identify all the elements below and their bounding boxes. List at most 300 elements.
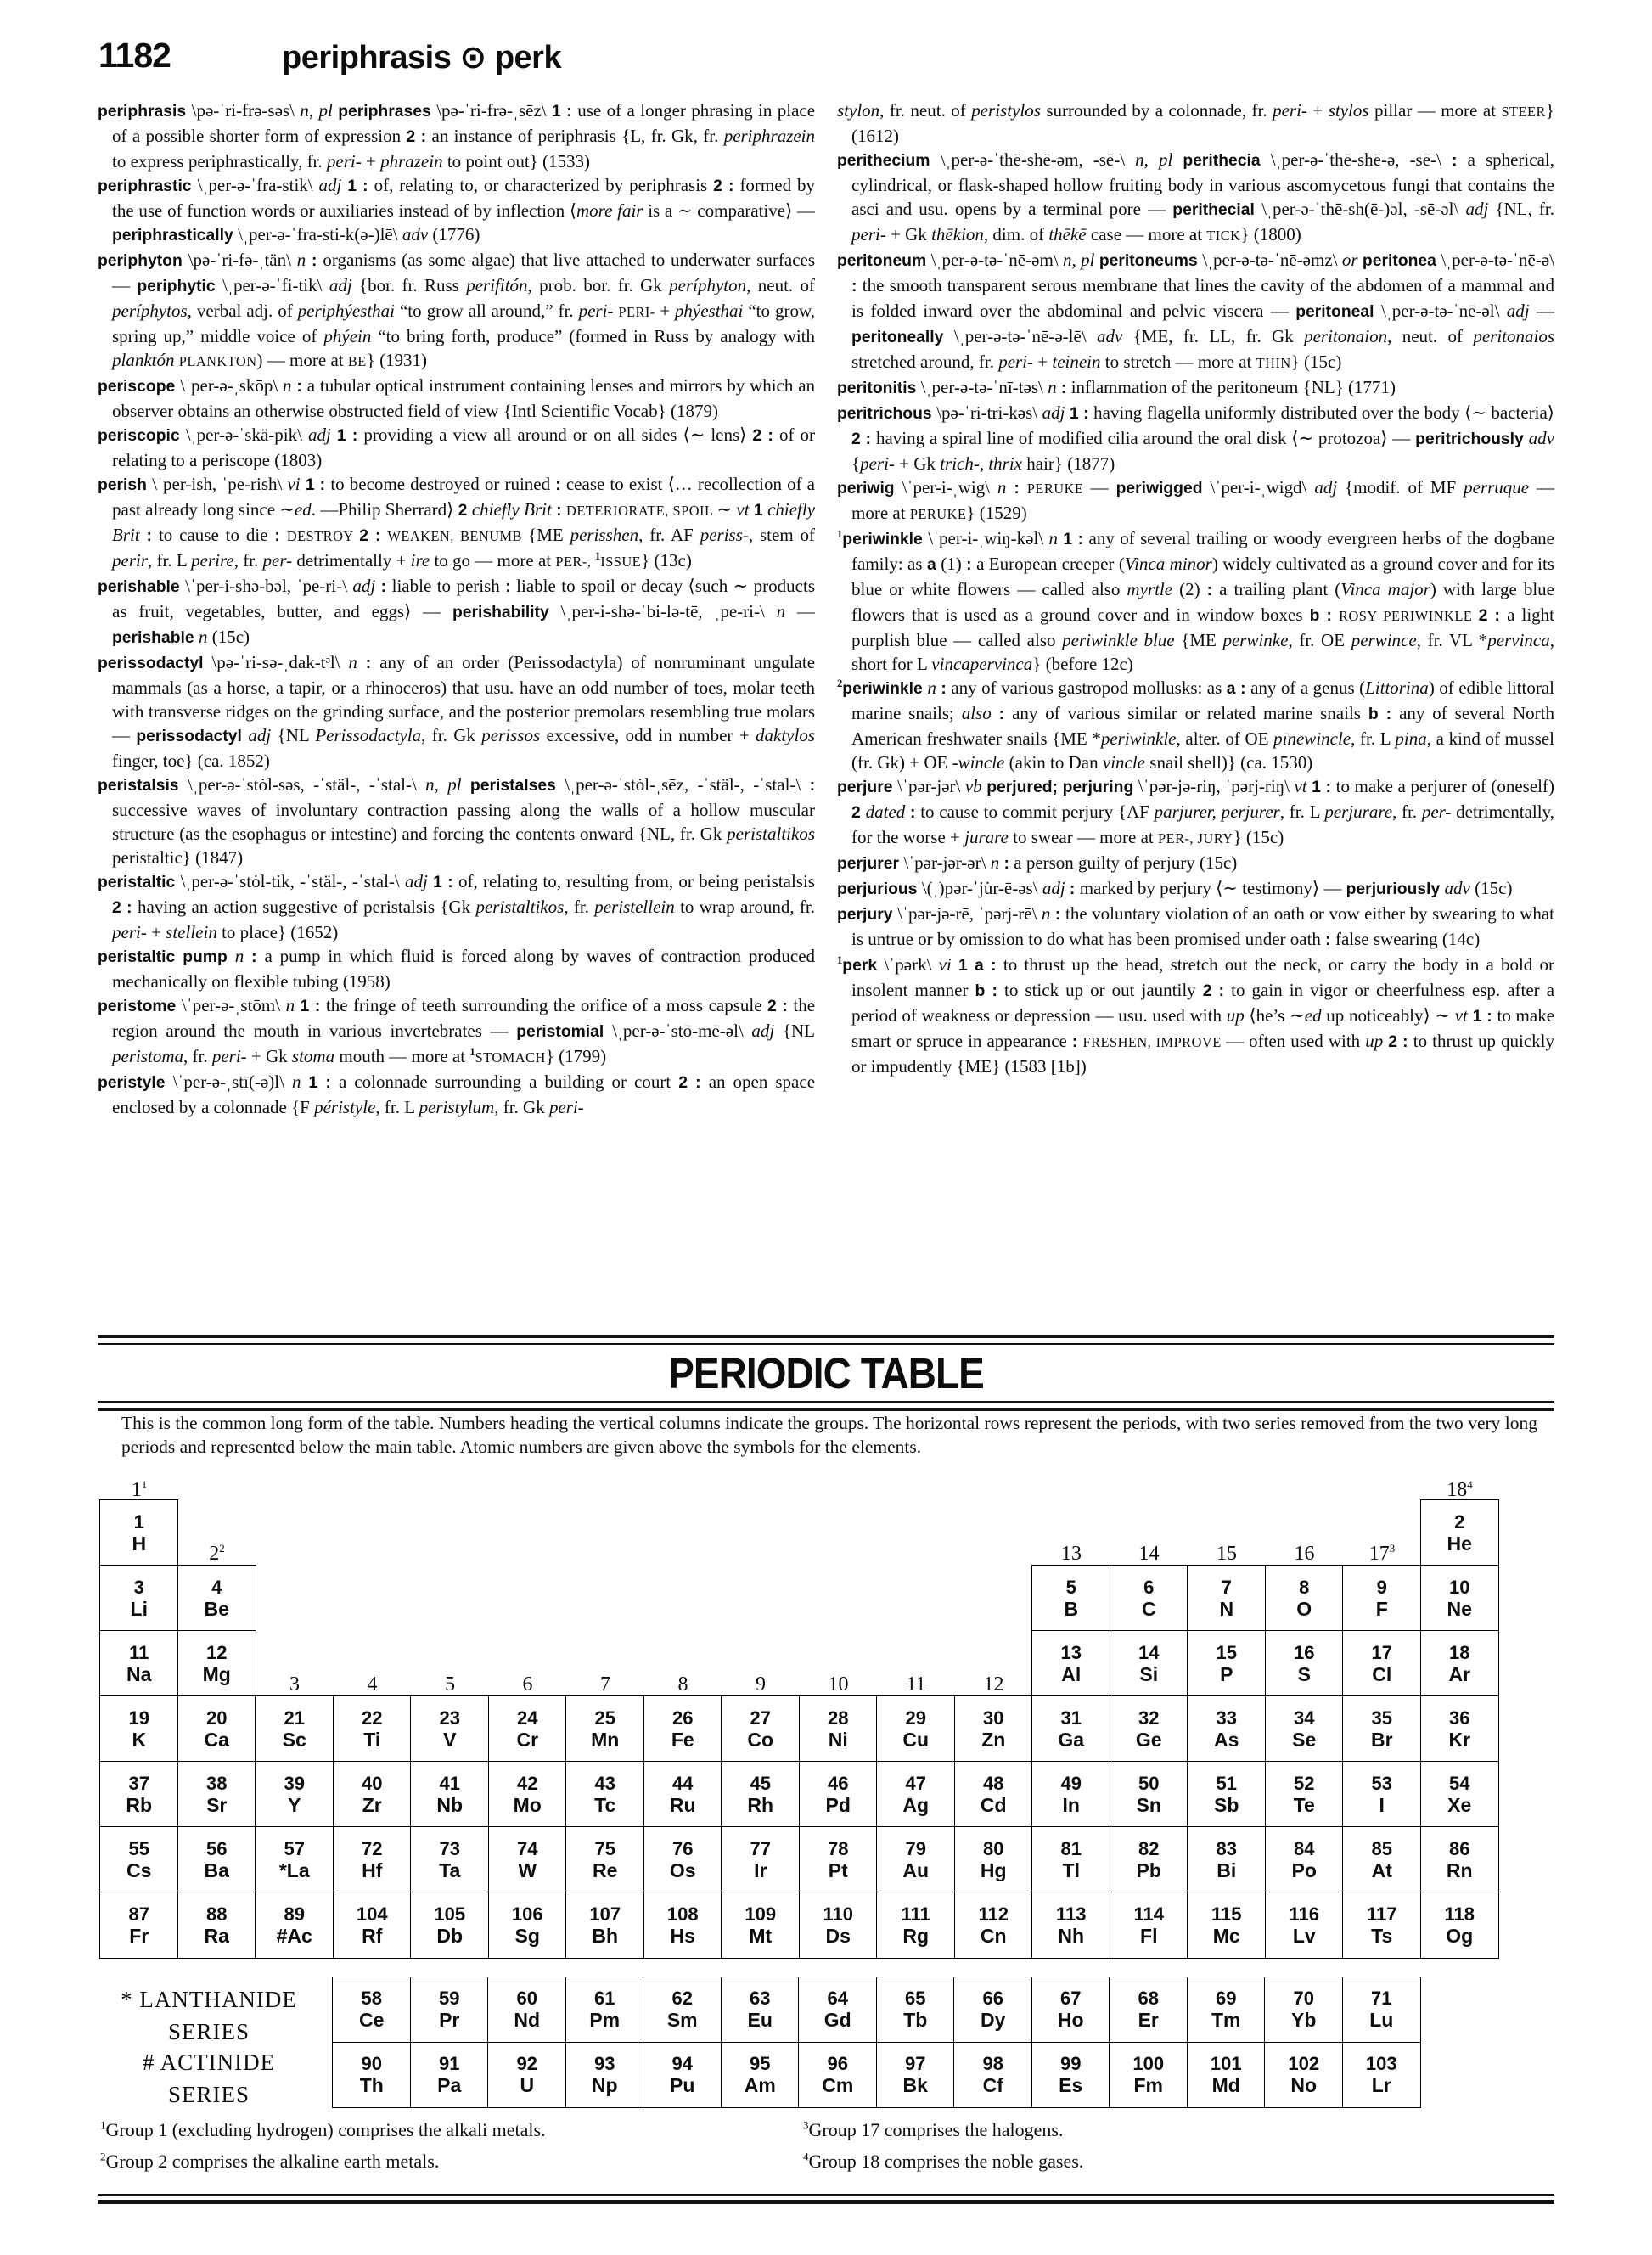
- text-segment: any of an order (Perissodactyla) of nonruminant ungulate mammals (as a horse, a tapir, or a rhinoceros) that usu. have an odd number of toes, molar teeth with transverse ridges on the grinding surface, and the posterior premolars resembling true molars —: [112, 652, 816, 745]
- element-cell-Ar: [1420, 1630, 1499, 1697]
- text-segment: adj: [318, 175, 348, 195]
- text-segment: to gain in vigor or cheerfulness esp. after a period of weakness or depression — usu. used with: [851, 980, 1555, 1026]
- atomic-number: 40: [362, 1772, 383, 1794]
- group-number: 16: [1294, 1543, 1315, 1565]
- text-segment: :: [809, 777, 815, 795]
- atomic-number: 53: [1371, 1772, 1392, 1794]
- text-segment: n: [283, 375, 297, 396]
- element-symbol: C: [1141, 1597, 1156, 1620]
- atomic-number: 108: [666, 1903, 699, 1925]
- element-cell-Au: [876, 1826, 955, 1893]
- text-segment: peristoma: [112, 1046, 183, 1066]
- text-segment: pina: [1395, 728, 1427, 749]
- element-symbol: Er: [1138, 2009, 1159, 2032]
- atomic-number: 61: [594, 1988, 615, 2010]
- element-cell-Co: [721, 1695, 800, 1763]
- element-symbol: Be: [204, 1597, 229, 1620]
- text-segment: } (1931): [366, 350, 428, 370]
- group-number: 11: [906, 1673, 926, 1695]
- group-number: 1: [131, 1479, 142, 1501]
- dictionary-entry: [837, 98, 1554, 148]
- element-symbol: Re: [593, 1859, 618, 1881]
- text-segment: 2 :: [767, 998, 794, 1015]
- headword: peritoneal: [1295, 303, 1381, 321]
- group-number: 9: [756, 1673, 766, 1695]
- text-segment: perifitón: [466, 275, 528, 295]
- text-segment: \ˌper-ə-ˈstȯl-tik, -ˈstäl-, -ˈstal-\: [180, 871, 406, 891]
- text-segment: PER-, JURY: [1158, 830, 1233, 846]
- atomic-number: 69: [1216, 1988, 1237, 2010]
- dictionary-entry: [837, 902, 1554, 953]
- group-label-1: [100, 1479, 178, 1502]
- atomic-number: 89: [284, 1903, 305, 1925]
- text-segment: planktón: [112, 350, 179, 370]
- element-cell-Bi: [1187, 1826, 1266, 1893]
- element-cell-Mn: [565, 1695, 644, 1763]
- text-segment: \ˌper-ə-ˈfra-stik\: [197, 175, 319, 195]
- text-segment: periss-: [700, 525, 749, 545]
- element-symbol: Kr: [1448, 1728, 1471, 1751]
- text-segment: to cause to commit perjury {AF: [920, 801, 1155, 822]
- text-segment: ) of edible littoral marine snails;: [851, 678, 1554, 723]
- atomic-number: 2: [1454, 1510, 1465, 1532]
- text-segment: perisshen: [570, 525, 639, 545]
- text-segment: n: [296, 250, 312, 270]
- dict-column-left: [98, 98, 815, 1119]
- text-segment: períphyton: [669, 275, 747, 295]
- element-cell-Ne: [1420, 1565, 1499, 1632]
- text-segment: n: [198, 627, 212, 647]
- text-segment: pervinca: [1487, 630, 1550, 650]
- atomic-number: 83: [1216, 1837, 1237, 1859]
- element-symbol: Og: [1446, 1924, 1474, 1947]
- atomic-number: 32: [1138, 1707, 1160, 1729]
- text-segment: peri-: [548, 1097, 584, 1117]
- text-segment: \ˈper-ə-ˌstī(-ə)l\: [172, 1071, 292, 1092]
- element-cell-Db: [410, 1892, 489, 1959]
- element-symbol: Rn: [1446, 1859, 1473, 1881]
- text-segment: 2: [837, 678, 843, 689]
- element-symbol: Ni: [828, 1728, 848, 1751]
- element-cell-Cs: [99, 1826, 178, 1893]
- text-segment: , fr. neut. of: [879, 100, 972, 121]
- text-segment: \ˌper-ə-ˈstȯl-ˌsēz, -ˈstäl-, -ˈstal-\: [565, 774, 810, 795]
- element-symbol: Hf: [362, 1859, 383, 1881]
- element-symbol: No: [1290, 2073, 1318, 2096]
- dictionary-entry: [837, 526, 1554, 676]
- atomic-number: 92: [516, 2052, 537, 2074]
- element-cell-Nb: [410, 1761, 489, 1828]
- headword: periwinkle: [842, 680, 928, 698]
- atomic-number: 78: [828, 1837, 849, 1859]
- atomic-number: 9: [1376, 1576, 1387, 1598]
- text-segment: vt: [1294, 776, 1312, 796]
- text-segment: is a ∼ comparative⟩ —: [643, 200, 815, 221]
- text-segment: peristaltikos: [475, 897, 565, 917]
- text-segment: } (15c): [1233, 827, 1284, 847]
- text-segment: phýein: [323, 326, 372, 346]
- text-segment: stellein: [166, 922, 217, 942]
- element-cell-F: [1342, 1565, 1421, 1632]
- text-segment: 2 :: [406, 128, 432, 146]
- text-segment: stretched around, fr.: [851, 351, 999, 372]
- element-symbol: Cm: [822, 2073, 854, 2096]
- element-symbol: Eu: [747, 2009, 773, 2032]
- text-segment: FRESHEN, IMPROVE: [1082, 1034, 1227, 1050]
- series-grid: [333, 1977, 1420, 2107]
- text-segment: n: [234, 946, 252, 966]
- text-segment: formed by the use of function words or auxiliaries instead of by inflection ⟨: [112, 175, 816, 221]
- headword: peritoneally: [851, 329, 954, 346]
- element-symbol: Pt: [828, 1859, 848, 1881]
- atomic-number: 37: [128, 1772, 149, 1794]
- element-symbol: Al: [1061, 1662, 1082, 1685]
- text-segment: , fr.: [564, 897, 595, 917]
- element-cell-Th: [332, 2042, 411, 2108]
- atomic-number: 64: [827, 1988, 848, 2010]
- group-number: 12: [983, 1673, 1004, 1695]
- group-number: 6: [522, 1673, 533, 1695]
- atomic-number: 66: [982, 1988, 1003, 2010]
- text-segment: teinein: [1052, 351, 1101, 372]
- text-segment: trich-: [940, 453, 980, 474]
- text-segment: periwinkle blue: [1062, 630, 1175, 650]
- text-segment: ,: [979, 453, 989, 474]
- element-symbol: Ir: [754, 1859, 767, 1881]
- element-symbol: Nd: [514, 2009, 541, 2032]
- atomic-number: 71: [1371, 1988, 1392, 2010]
- footnote: $^4$Group 18 comprises the noble gases.: [803, 2150, 1084, 2172]
- element-cell-Cd: [954, 1761, 1033, 1828]
- text-segment: Perissodactyla: [315, 725, 422, 745]
- text-segment: 1 :: [552, 103, 578, 121]
- element-symbol: P: [1220, 1662, 1233, 1685]
- element-symbol: Sn: [1136, 1793, 1161, 1816]
- actinide-series-label: [90, 2046, 328, 2111]
- element-symbol: Tb: [903, 2009, 928, 2032]
- text-segment: \ˌper-ə-tə-ˈnē-əmz\: [1202, 250, 1342, 270]
- atomic-number: 103: [1365, 2052, 1397, 2074]
- text-segment: having an action suggestive of peristalsis {Gk: [138, 897, 476, 917]
- text-segment: , fr. L: [148, 550, 192, 571]
- atomic-number: 16: [1294, 1641, 1315, 1663]
- text-segment: thēkion: [931, 224, 984, 245]
- text-segment: (akin to Dan: [1004, 752, 1103, 773]
- dictionary-entry: [98, 944, 815, 993]
- group-label-2: [178, 1543, 256, 1566]
- atomic-number: 65: [905, 1988, 926, 2010]
- element-cell-P: [1187, 1630, 1266, 1697]
- element-cell-No: [1264, 2042, 1343, 2108]
- headword: peritrichous: [837, 405, 937, 423]
- text-segment: {ME: [528, 525, 570, 545]
- dictionary-entry: [98, 869, 815, 944]
- periodic-table-grid: [100, 1500, 1498, 1958]
- group-label-18: [1421, 1479, 1499, 1502]
- element-symbol: Li: [130, 1597, 148, 1620]
- element-cell-Sn: [1110, 1761, 1188, 1828]
- element-cell-Tl: [1031, 1826, 1110, 1893]
- text-segment: to thrust up quickly or impudently {ME} (1583 [1b]): [851, 1031, 1555, 1077]
- element-cell-Sg: [488, 1892, 567, 1959]
- element-cell-Dy: [953, 1977, 1032, 2043]
- text-segment: adj: [1465, 199, 1496, 219]
- element-symbol: Os: [669, 1859, 696, 1881]
- text-segment: {: [851, 453, 861, 474]
- text-segment: vt: [736, 499, 754, 520]
- text-segment: :: [966, 556, 977, 574]
- text-segment: \ˈper-i-ˌwigd\: [1210, 477, 1315, 498]
- text-segment: excessive, odd in number +: [540, 725, 756, 745]
- dictionary-entry: [837, 475, 1554, 526]
- text-segment: ISSUE: [600, 554, 642, 570]
- atomic-number: 105: [434, 1903, 466, 1925]
- text-segment: to go — more at: [430, 550, 556, 571]
- atomic-number: 73: [439, 1837, 460, 1859]
- atomic-number: 86: [1449, 1837, 1470, 1859]
- element-cell-Og: [1420, 1892, 1499, 1959]
- text-segment: DETERIORATE, SPOIL: [566, 503, 717, 519]
- text-segment: of, relating to, resulting from, or being peristalsis: [458, 871, 815, 891]
- text-segment: +: [146, 922, 166, 942]
- text-segment: , fr. L: [1351, 728, 1396, 749]
- headword: perithecium: [837, 152, 941, 170]
- text-segment: phýesthai: [674, 301, 744, 321]
- text-segment: 2 :: [851, 430, 876, 448]
- text-segment: perjurare: [1324, 801, 1393, 822]
- element-cell-Pt: [799, 1826, 878, 1893]
- text-segment: :: [251, 948, 265, 966]
- element-cell-H: [99, 1499, 178, 1566]
- text-segment: \ˈper-i-shə-bəl, ˈpe-ri-\: [185, 576, 353, 596]
- text-segment: a tubular optical instrument containing lenses and mirrors by which an observer obtains an otherwise obstructed field of view {Intl Scientific Vocab} (1879): [112, 375, 816, 421]
- group-label-16: [1266, 1543, 1344, 1566]
- element-cell-B: [1031, 1565, 1110, 1632]
- text-segment: :: [380, 578, 392, 596]
- text-segment: successive waves of involuntary contraction passing along the walls of a hollow muscular structure (as the esophagus or intestine) and forcing the contents onward {NL, fr. Gk: [112, 800, 815, 844]
- element-symbol: Cu: [902, 1728, 930, 1751]
- text-segment: finger, toe} (ca. 1852): [112, 751, 270, 771]
- group-label-8: [644, 1673, 722, 1696]
- element-cell-Rf: [333, 1892, 412, 1959]
- element-symbol: Es: [1059, 2073, 1083, 2096]
- atomic-number: 55: [128, 1837, 149, 1859]
- text-segment: (1776): [432, 224, 480, 245]
- atomic-number: 62: [671, 1988, 693, 2010]
- element-cell-Sm: [643, 1977, 722, 2043]
- text-segment: pīnewincle: [1273, 728, 1351, 749]
- text-segment: to thrust up the head, stretch out the neck, or carry the body in a bold or insolent manner: [851, 954, 1555, 1000]
- atomic-number: 22: [362, 1707, 383, 1729]
- section-rule-under-title: [98, 1401, 1554, 1411]
- element-symbol: Fm: [1133, 2073, 1163, 2096]
- text-segment: hair} (1877): [1022, 453, 1115, 474]
- dictionary-entry: [837, 248, 1554, 375]
- text-segment: organisms (as some algae) that live attached to underwater surfaces —: [112, 250, 816, 295]
- text-segment: a: [926, 556, 941, 574]
- text-segment: 2 :: [112, 899, 138, 917]
- text-segment: a spherical, cylindrical, or flask-shaped hollow fruiting body in various ascomycetous fungi that contains the asci and usu. opens by a terminal pore —: [851, 149, 1554, 219]
- element-cell-Pa: [410, 2042, 489, 2108]
- element-cell-Hf: [333, 1826, 412, 1893]
- text-segment: 1 :: [433, 874, 459, 891]
- element-symbol: Br: [1370, 1728, 1393, 1751]
- text-segment: up: [1365, 1031, 1389, 1051]
- group-number: 13: [1061, 1543, 1082, 1565]
- element-cell-Lu: [1342, 1977, 1421, 2043]
- element-cell-Mg: [177, 1630, 256, 1697]
- headword: perithecia: [1183, 152, 1271, 170]
- text-segment: providing a view all around or on all sides ⟨∼ lens⟩: [363, 425, 753, 445]
- text-segment: ) with large blue flowers that is used as a ground cover and in window boxes: [851, 579, 1554, 625]
- element-symbol: Pa: [437, 2073, 462, 2096]
- dictionary-entry: [837, 876, 1554, 902]
- text-segment: pillar — more at: [1368, 100, 1502, 121]
- element-symbol: Tc: [594, 1793, 616, 1816]
- text-segment: peritonaios: [1473, 326, 1554, 346]
- element-symbol: Md: [1211, 2073, 1240, 2096]
- atomic-number: 48: [983, 1772, 1004, 1794]
- element-symbol: Te: [1293, 1793, 1315, 1816]
- atomic-number: 102: [1288, 2052, 1320, 2074]
- element-cell-Mt: [721, 1892, 800, 1959]
- text-segment: TICK: [1206, 228, 1241, 244]
- element-cell-Be: [177, 1565, 256, 1632]
- dictionary-entry: [837, 375, 1554, 401]
- footnote: $^1$Group 1 (excluding hydrogen) comprises the alkali metals.: [100, 2118, 546, 2140]
- element-cell-At: [1342, 1826, 1421, 1893]
- text-segment: more fair: [576, 200, 643, 221]
- text-segment: to make a perjurer of (oneself): [1335, 776, 1554, 796]
- atomic-number: 29: [905, 1707, 926, 1729]
- footnotes-right: [803, 2114, 1083, 2177]
- element-cell-Ds: [799, 1892, 878, 1959]
- element-symbol: Ta: [439, 1859, 461, 1881]
- text-segment: } (before 12c): [1032, 654, 1133, 674]
- text-segment: 2 :: [359, 527, 388, 545]
- atomic-number: 3: [133, 1576, 144, 1598]
- element-cell-Ag: [876, 1761, 955, 1828]
- element-symbol: Nh: [1058, 1924, 1085, 1947]
- text-segment: 2 :: [1388, 1033, 1413, 1051]
- footnote-marker: 1: [100, 2118, 106, 2132]
- element-cell-Tm: [1187, 1977, 1266, 2043]
- text-segment: 2 :: [752, 427, 779, 445]
- headword: periscopic: [98, 427, 186, 445]
- text-segment: \ˌper-i-shə-ˈbi-lə-tē, ˌpe-ri-\: [560, 601, 777, 621]
- text-segment: the fringe of teeth surrounding the orifice of a moss capsule: [325, 995, 768, 1015]
- atomic-number: 27: [750, 1707, 771, 1729]
- atomic-number: 52: [1294, 1772, 1315, 1794]
- text-segment: n, pl: [1135, 149, 1183, 170]
- element-symbol: Pm: [589, 2009, 621, 2032]
- element-symbol: I: [1379, 1793, 1385, 1816]
- text-segment: ire: [410, 550, 430, 571]
- atomic-number: 117: [1367, 1903, 1397, 1925]
- text-segment: peri-: [851, 224, 886, 245]
- element-cell-Ho: [1031, 1977, 1110, 2043]
- dictionary-entry: [837, 148, 1554, 248]
- element-cell-Mo: [488, 1761, 567, 1828]
- text-segment: , fr. Gk: [494, 1097, 549, 1117]
- group-number: 14: [1138, 1543, 1160, 1565]
- text-segment: to wrap around, fr.: [674, 897, 816, 917]
- atomic-number: 56: [206, 1837, 228, 1859]
- text-segment: {modif. of MF: [1345, 477, 1464, 498]
- element-cell-Cn: [954, 1892, 1033, 1959]
- atomic-number: 42: [517, 1772, 538, 1794]
- text-segment: (2): [1179, 579, 1207, 599]
- text-segment: :: [146, 527, 159, 545]
- atomic-number: 79: [905, 1837, 926, 1859]
- text-segment: 2 :: [713, 177, 740, 195]
- text-segment: a person guilty of perjury (15c): [1014, 852, 1238, 873]
- element-cell-Fe: [643, 1695, 722, 1763]
- element-symbol: Ti: [363, 1728, 381, 1751]
- text-segment: a pump in which fluid is forced along by waves of contraction produced mechanically on flexible tubing (1958): [112, 946, 816, 992]
- element-cell-Lr: [1342, 2042, 1421, 2108]
- atomic-number: 54: [1449, 1772, 1470, 1794]
- text-segment: “to bring forth, produce” (formed in Russ by analogy with: [371, 326, 815, 346]
- atomic-number: 68: [1138, 1988, 1159, 2010]
- element-symbol: Dy: [981, 2009, 1006, 2032]
- dict-column-right: [837, 98, 1554, 1078]
- text-segment: adv: [1097, 326, 1133, 346]
- atomic-number: 23: [439, 1707, 460, 1729]
- text-segment: PLANKTON: [178, 353, 257, 369]
- text-segment: to stick up or out jauntily: [1004, 980, 1203, 1000]
- text-segment: to become destroyed or ruined: [330, 474, 556, 494]
- element-cell-Y: [255, 1761, 334, 1828]
- text-segment: :: [1054, 906, 1065, 924]
- series-label-line: # ACTINIDE: [142, 2050, 276, 2075]
- element-cell-Re: [565, 1826, 644, 1893]
- atomic-number: 1: [133, 1510, 144, 1532]
- atomic-number: 94: [671, 2052, 693, 2074]
- text-segment: PER-,: [555, 554, 595, 570]
- headword: perjuriously: [1346, 880, 1445, 898]
- element-symbol: Si: [1139, 1662, 1159, 1685]
- atomic-number: 47: [905, 1772, 926, 1794]
- text-segment: Vinca minor: [1124, 554, 1212, 574]
- group-number: 18: [1447, 1479, 1468, 1501]
- text-segment: any of several North American freshwater snails {ME *: [851, 703, 1555, 749]
- element-cell-Rn: [1420, 1826, 1499, 1893]
- group-label-4: [334, 1673, 412, 1696]
- text-segment: vb: [964, 776, 987, 796]
- text-segment: , fr.: [233, 550, 263, 571]
- text-segment: or: [1341, 250, 1363, 270]
- atomic-number: 77: [750, 1837, 771, 1859]
- text-segment: 1 :: [300, 998, 326, 1015]
- headword: peritoneum: [837, 252, 931, 270]
- element-cell-Gd: [798, 1977, 877, 2043]
- atomic-number: 14: [1138, 1641, 1160, 1663]
- atomic-number: 59: [439, 1988, 460, 2010]
- dictionary-entry: [98, 574, 815, 650]
- atomic-number: 70: [1293, 1988, 1314, 2010]
- element-symbol: Na: [126, 1662, 152, 1685]
- text-segment: 1: [753, 502, 768, 520]
- group-number: 3: [289, 1673, 300, 1695]
- text-segment: 2 :: [678, 1074, 709, 1092]
- element-cell-Hg: [954, 1826, 1033, 1893]
- series-label-line: * LANTHANIDE: [121, 1987, 297, 2012]
- atomic-number: 67: [1060, 1988, 1082, 2010]
- element-symbol: Sm: [666, 2009, 698, 2032]
- atomic-number: 90: [361, 2052, 382, 2074]
- text-segment: peristylum: [419, 1097, 495, 1117]
